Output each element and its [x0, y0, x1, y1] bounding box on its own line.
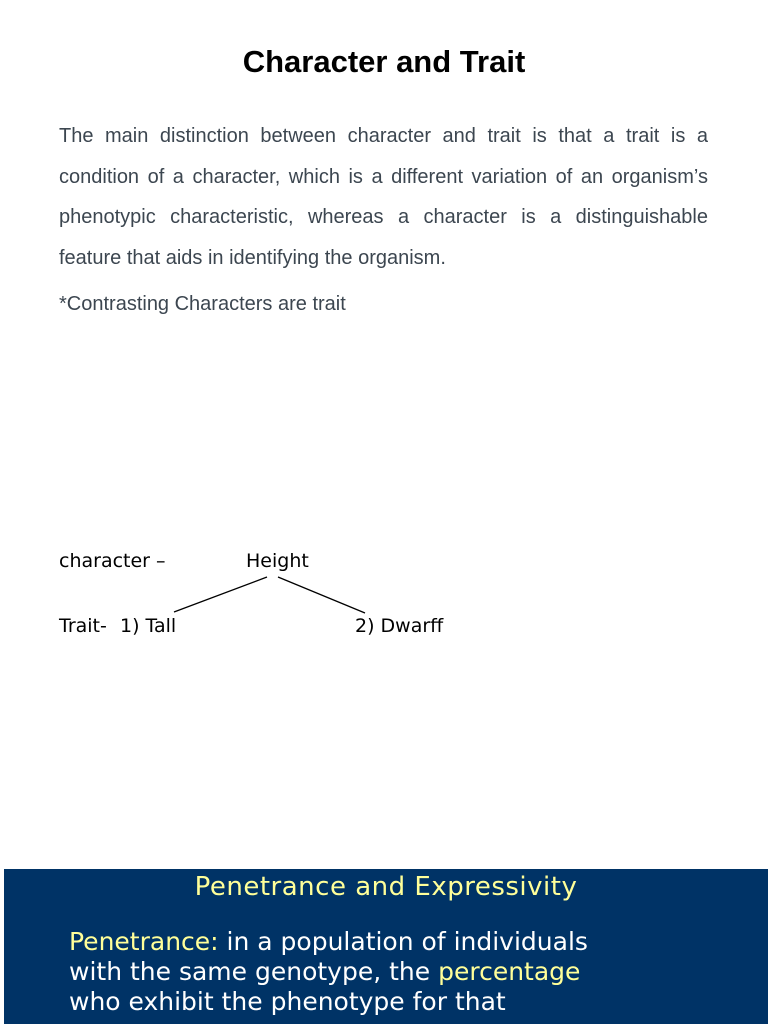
- height-node: Height: [246, 550, 309, 572]
- contrast-note: *Contrasting Characters are trait: [59, 293, 346, 315]
- trait-label: Trait-: [59, 615, 107, 637]
- page-title: Character and Trait: [242, 44, 526, 79]
- penetrance-term: Penetrance:: [69, 927, 219, 956]
- tall-node: 1) Tall: [120, 615, 177, 637]
- slide-line-1-text: in a population of individuals: [218, 927, 588, 956]
- slide-line-3: who exhibit the phenotype for that: [69, 987, 506, 1016]
- left-branch-line: [174, 577, 267, 612]
- definition-paragraph: The main distinction between character and trait is that a trait is a condition of a character, which is a different variation of an organism’s phenotypic characteristic, whereas a character is a distinguishable feature that aids in identifying the organism.: [59, 125, 708, 269]
- dwarf-node: 2) Dwarff: [355, 615, 444, 637]
- slide-line-2-text: with the same genotype, the: [69, 957, 439, 986]
- percentage-highlight: percentage: [438, 957, 581, 986]
- slide-line-1: [69, 927, 759, 957]
- slide-line-2: [69, 957, 759, 987]
- slide-title: Penetrance and Expressivity: [194, 872, 578, 902]
- character-label: character –: [59, 550, 166, 572]
- slide-body: [69, 927, 759, 1017]
- right-branch-line: [278, 577, 365, 613]
- penetrance-slide: [4, 869, 768, 1024]
